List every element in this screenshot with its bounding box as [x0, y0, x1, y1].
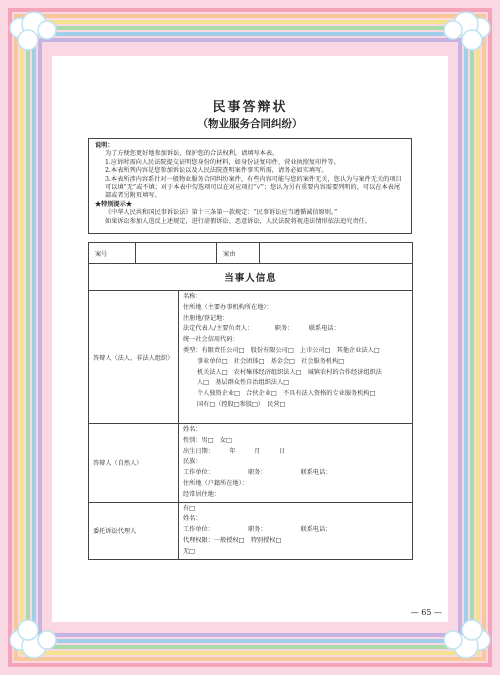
page-title: 民事答辩状 — [212, 100, 288, 115]
case-row — [89, 243, 413, 264]
org-type-line: 国有□（控股□参股□） 民营□ — [197, 400, 286, 408]
person-field-line: 住所地（户籍所在地）： — [183, 479, 248, 487]
instructions-heading: 说明： — [95, 142, 114, 149]
cause-field[interactable] — [260, 243, 413, 263]
instructions-box — [88, 138, 412, 234]
agent-field-line: 工作单位： 职务： 联系电话： — [183, 526, 332, 534]
person-field-line: 姓名： — [183, 426, 202, 433]
org-type-line: 类型：有限责任公司□ 股份有限公司□ 上市公司□ 其他企业法人□ — [183, 346, 380, 354]
respondent-org-fields[interactable] — [179, 291, 413, 424]
case-number-label: 案号 — [89, 243, 136, 263]
instructions-intro: 为了方便您更好地参加诉讼，保护您的合法权利，请填写本表。 — [105, 150, 279, 158]
instruction-item: 1.应诉时需向人民法院提交证明您身份的材料，如身份证复印件、营业执照复印件等。 — [105, 158, 340, 166]
agent-field-line: 姓名： — [183, 515, 202, 523]
org-field-line: 注册地/登记地： — [183, 314, 229, 322]
org-type-line: 机关法人□ 农村集体经济组织法人□ 城镇农村的合作经济组织法 — [197, 368, 382, 376]
form-paper — [52, 56, 448, 622]
person-field-line: 性别：男□ 女□ — [183, 436, 232, 444]
instruction-item: 2.本表所列内容是您参加诉讼以及人民法院查明案件事实所需，请务必如实填写。 — [105, 167, 328, 175]
respondent-person-fields[interactable] — [179, 424, 413, 503]
org-field-line: 住所地（主要办事机构所在地）： — [183, 303, 273, 311]
agent-fields[interactable] — [179, 502, 413, 559]
respondent-org-row — [89, 291, 413, 424]
org-type-line: 个人独资企业□ 合伙企业□ 不具有法人资格的专业服务机构□ — [197, 390, 376, 398]
agent-field-line: 有□ — [183, 504, 196, 512]
org-field-line: 统一社会信用代码： — [183, 336, 239, 344]
respondent-org-label: 答辩人（法人、非法人组织） — [89, 291, 179, 424]
special-notice-item: 《中华人民共和国民事诉讼法》第十三条第一款规定：“民事诉讼应当遵循诚信原则。” — [105, 209, 338, 217]
org-type-line: 事业单位□ 社会团体□ 基金会□ 社会服务机构□ — [197, 357, 345, 365]
person-field-line: 出生日期： 年 月 日 — [183, 447, 286, 455]
agent-field-line: 代理权限：一般授权□ 特别授权□ — [183, 536, 282, 544]
org-field-line: 名称： — [183, 293, 202, 300]
cause-label: 案由 — [217, 243, 260, 263]
respondent-person-row — [89, 424, 413, 503]
org-field-line: 法定代表人/主要负责人： 职务： 联系电话： — [183, 325, 340, 333]
person-field-line: 工作单位： 职务： 联系电话： — [183, 469, 332, 477]
respondent-person-label: 答辩人（自然人） — [89, 424, 179, 503]
page-number: — 65 — — [410, 608, 442, 617]
party-info-table — [88, 242, 413, 560]
agent-label: 委托诉讼代理人 — [89, 502, 179, 559]
special-notice-heading: ★特别提示★ — [95, 200, 133, 208]
special-notice-item: 如果诉讼参加人违反上述规定，进行虚假诉讼、恶意诉讼，人民法院将视违法情形依法追究责任。 — [105, 217, 372, 225]
org-type-line: 人□ 基层群众性自治组织法人□ — [197, 379, 290, 387]
parties-section-title: 当事人信息 — [89, 264, 413, 291]
case-number-field[interactable] — [136, 243, 217, 263]
person-field-line: 民族： — [183, 458, 202, 466]
agent-row — [89, 502, 413, 559]
person-field-line: 经常居住地： — [183, 490, 221, 498]
instruction-item: 3.本表所涉内容系针对一般物业服务合同纠纷案件，有些内容可能与您的案件无关，您认为与案件无关的项目可以填“无”或不填；对于本表中勾选项可以在对应项打“√”；您认为另有重要内容需要列明的，可以在本表尾部或者另附页填写。 — [105, 175, 402, 200]
page-subtitle: （物业服务合同纠纷） — [197, 118, 303, 130]
agent-field-line: 无□ — [183, 547, 196, 555]
